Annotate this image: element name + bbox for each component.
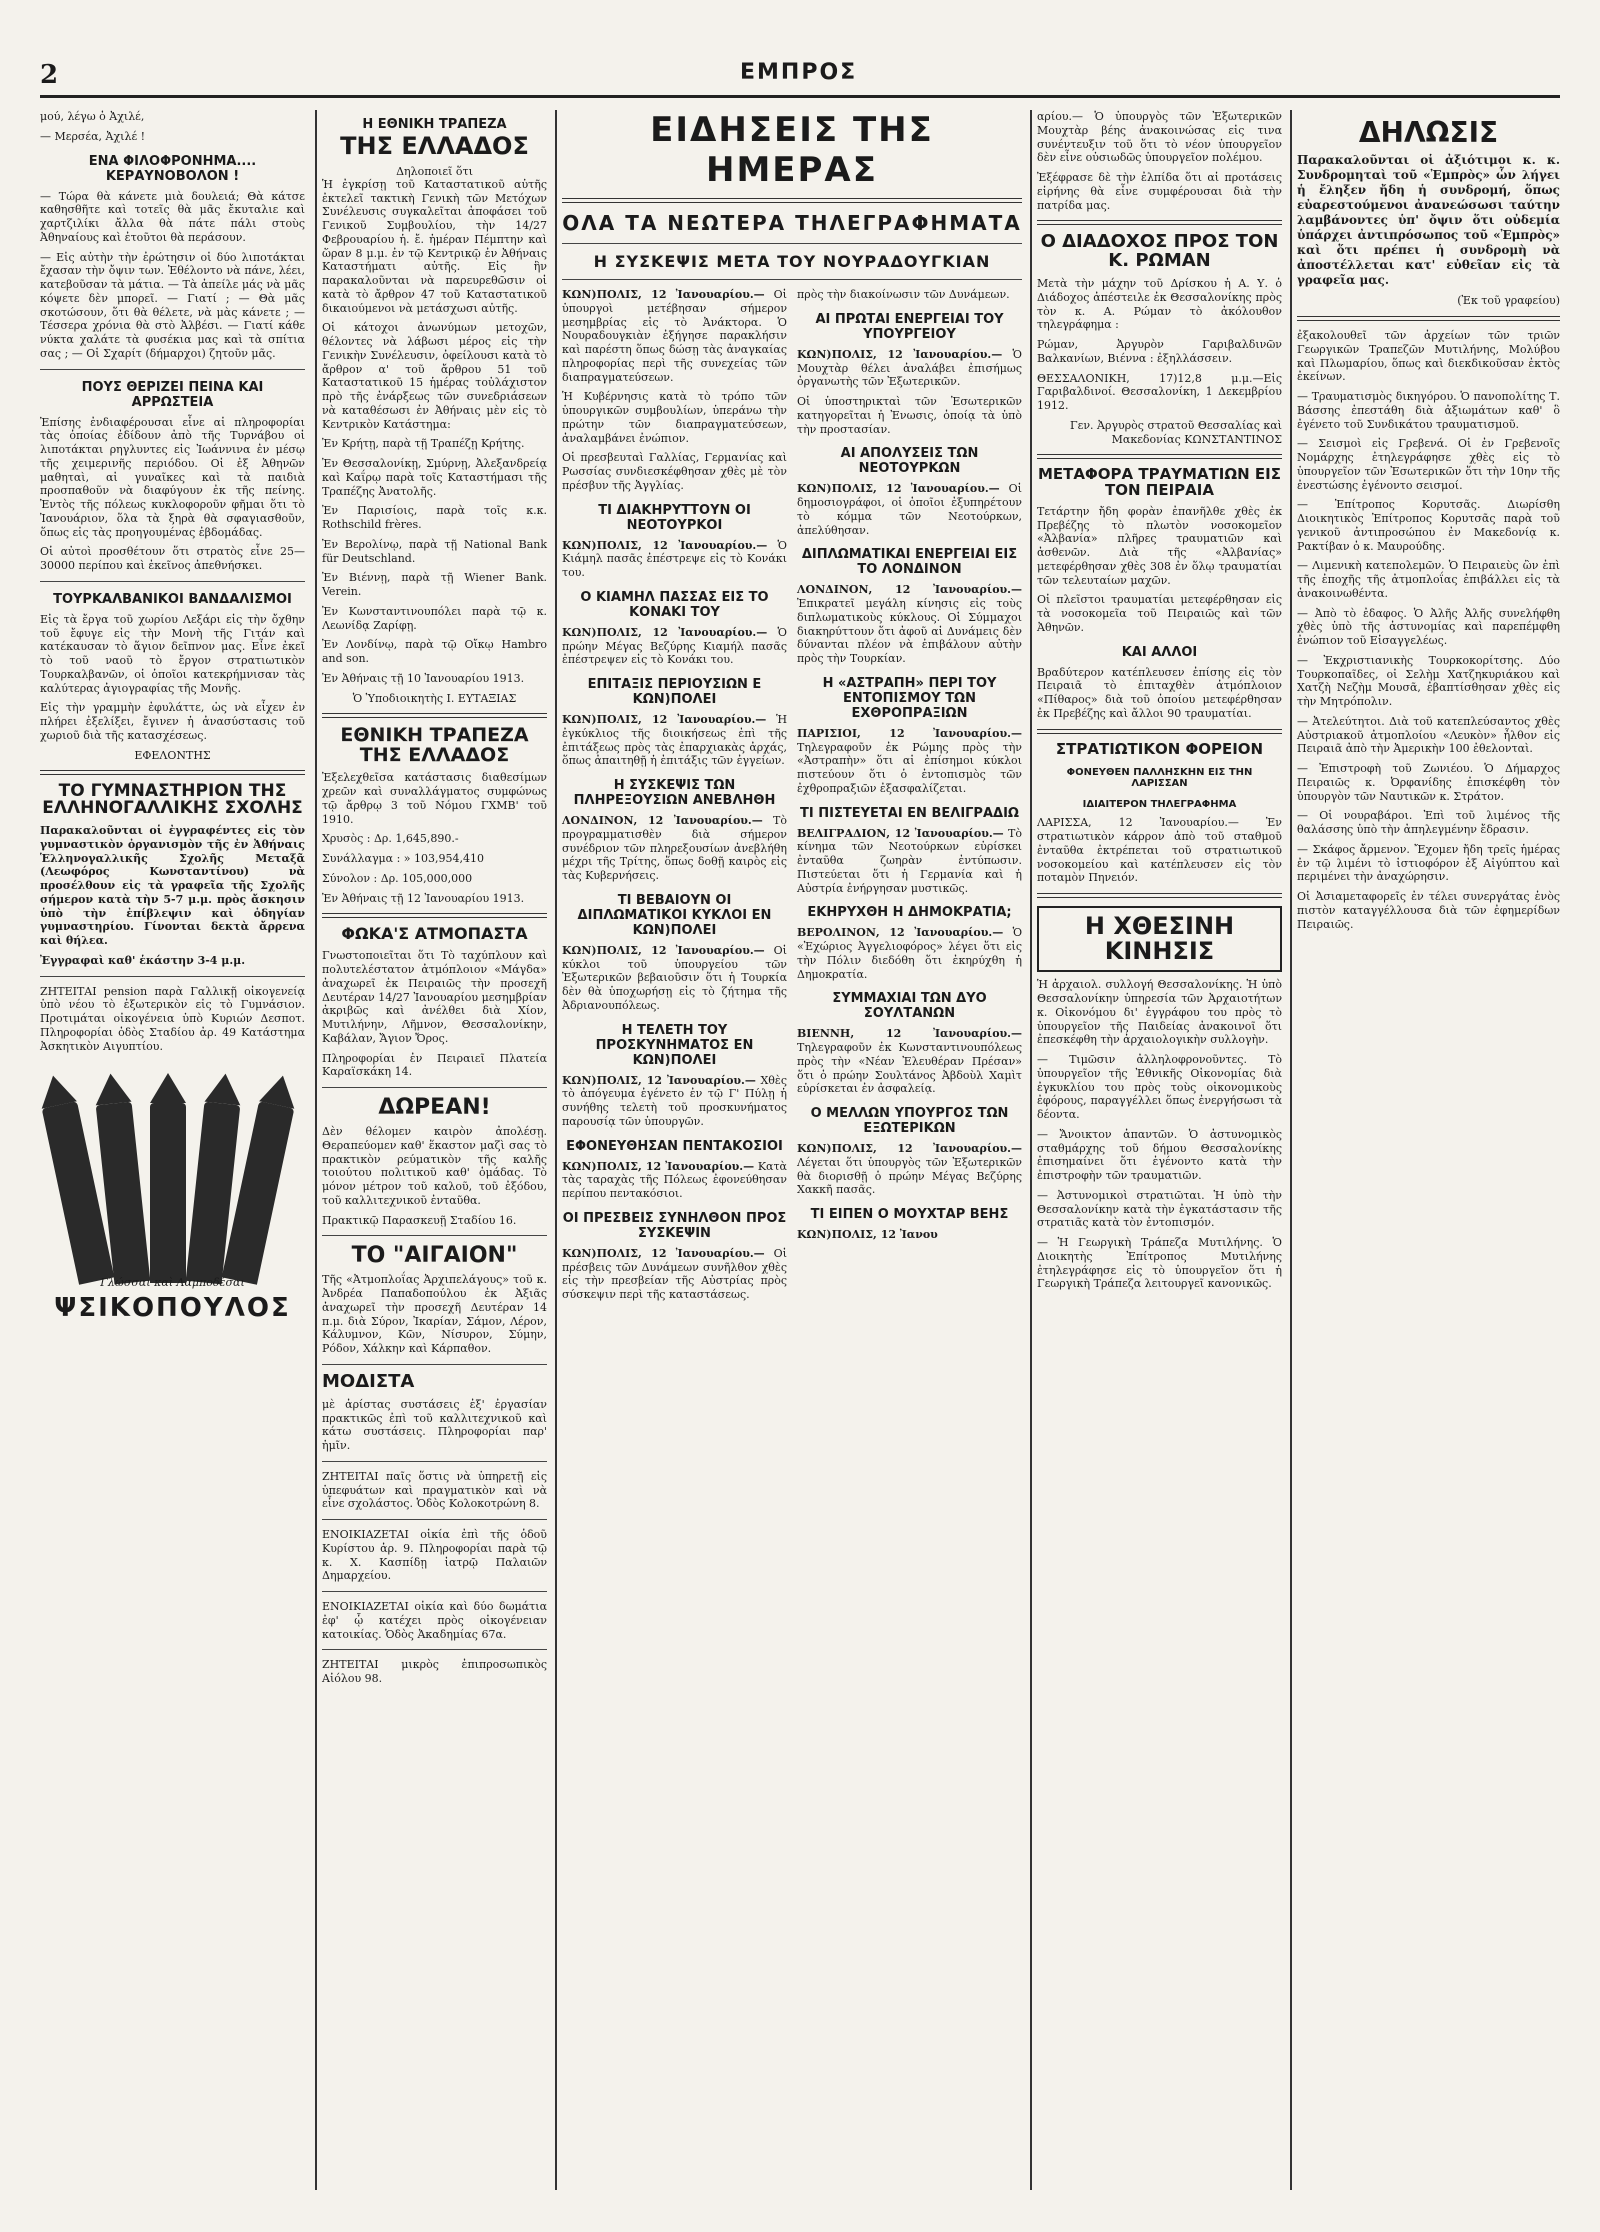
news-item [562,626,787,667]
article-paragraph: Εἰς τὴν γραμμὴν ἐφυλάττε, ὡς νὰ εἶχεν ἐν πλήρει ἐξελίξει, ἔγινεν ἡ ἀνασύστασις τοῦ χωριοῦ διὰ τῆς κατασχέσεως. [40,701,305,742]
news-item [797,1142,1022,1197]
news-dateline: ΒΕΛΙΓΡΑΔΙΟΝ, 12 Ἰανουαρίου.— [797,826,1004,840]
news-heading: ΤΙ ΒΕΒΑΙΟΥΝ ΟΙ ΔΙΠΛΩΜΑΤΙΚΟΙ ΚΥΚΛΟΙ ΕΝ ΚΩΝ)ΠΟΛΕΙ [577,892,772,938]
separator [322,913,547,918]
news-dateline: ΛΟΝΔΙΝΟΝ, 12 Ἰανουαρίου.— [797,583,1022,597]
news-item [562,451,787,492]
news-item [562,1074,787,1129]
bank-stat: Σύνολον : Δρ. 105,000,000 [322,871,473,885]
article-paragraph: Ἐπίσης ἐνδιαφέρουσαι εἶνε αἱ πληροφορίαι τὰς ὁποίας ἐδίδουν ἀπὸ τῆς Τυρνάβου οἱ λιποτάκται ρηγλυντες εἰς Ἰωάννινα ἐν μέσῳ τῆς χειμερινῆς περιόδου. Οἱ ἐξ Ἀθηνῶν μαθηταὶ, αἱ γυναῖκες καὶ τὰ παιδιὰ προσπαθοῦν νὰ διαφύγουν ἐκ τῆς πείνης. Ἐντὸς τῆς πόλεως κυκλοφοροῦν φῆμαι ὅτι τὸ Ἰανουάριον, ὅλα τὰ ξηρὰ θὰ σφαγιασθοῦν, ὅπως εἰς τὰς προηγουμένας ἐβδομάδας. [40,415,305,539]
article-heading: Η ΧΘΕΣΙΝΗ ΚΙΝΗΣΙΣ [1037,906,1282,972]
news-item [797,727,1022,796]
article-heading: ΕΝΑ ΦΙΛΟΦΡΟΝΗΜΑ.... ΚΕΡΑΥΝΟΒΟΛΟΝ ! [88,153,257,184]
ad-paragraph: μὲ ἀρίστας συστάσεις ἐξ' ἐργασίαν πρακτικῶς ἐπὶ τοῦ καλλιτεχνικοῦ καὶ κάτω συστάσεις. Πληροφορίαι παρ' ἡμῖν. [322,1397,547,1453]
news-dateline: ΚΩΝ)ΠΟΛΙΣ, 12 Ἰανουαρίου.— [562,538,768,552]
article-paragraph: Μετὰ τὴν μάχην τοῦ Δρίσκου ἡ Α. Υ. ὁ Διάδοχος ἀπέστειλε ἐκ Θεσσαλονίκης πρὸς τὸν κ. Α. Ρώμαν τὸ ἀκόλουθον τηλεγράφημα : [1037,277,1282,332]
masthead: ΕΜΠΡΟΣ [740,60,858,85]
news-heading: ΕΦΟΝΕΥΘΗΣΑΝ ΠΕΝΤΑΚΟΣΙΟΙ [566,1138,783,1154]
bank-place: Ἐν Βιέννῃ, παρὰ τῇ Wiener Bank. Verein. [322,571,547,599]
news-heading: ΕΚΗΡΥΧΘΗ Η ΔΗΜΟΚΡΑΤΙΑ; [807,905,1012,921]
pencil-icon [150,1103,186,1283]
column-divider [1030,110,1032,2190]
main-column-a [562,288,787,1308]
article-paragraph: — Ἄνοικτον ἀπαντῶν. Ὁ ἀστυνομικὸς σταθμάρχης τοῦ δήμου Θεσσαλονίκης ἐπισημαίνει ὅτι ἐγένοντο κατὰ τὴν ἐπιστροφὴν τῶν τραυματιῶν. [1037,1127,1282,1183]
page-number: 2 [40,60,59,90]
separator [322,1591,547,1592]
news-item [797,827,1022,896]
news-text: Ὁ «Ἐχώριος Ἀγγελιοφόρος» λέγει ὅτι εἰς τὴν Πόλιν διεδόθη ὅτι ἐκηρύχθη ἡ Δημοκρατία. [797,926,1023,981]
news-heading: ΤΙ ΔΙΑΚΗΡΥΤΤΟΥΝ ΟΙ ΝΕΟΤΟΥΡΚΟΙ [598,502,751,533]
column-2 [322,110,547,1692]
article-paragraph: — Ἀπὸ τὸ ἐδαφος. Ὁ Ἀλῆς Ἀλῆς συνελήφθη χθὲς ὑπὸ τῆς ἀστυνομίας καὶ παρεπέμφθη ἐνώπιον τοῦ Εἰσαγγελέως. [1297,606,1560,648]
news-dateline: ΒΙΕΝΝΗ, 12 Ἰανουαρίου.— [797,1027,1022,1041]
news-item [562,288,787,384]
article-paragraph: — Ἡ Γεωργικὴ Τράπεζα Μυτιλήνης. Ὁ Διοικητὴς Ἐπίτροπος Μυτιλήνης ἐτηλεγράφησε εἰς τὸ ὑπουργεῖον ὅτι ἡ Γεωργικὴ Τράπεζα λειτουργεῖ κανονικῶς. [1037,1236,1282,1291]
news-text: Τηλεγραφοῦν ἐκ Ρώμης πρὸς τὴν «Ἀστραπὴν» ὅτι αἱ ἐπίσημοι κύκλοι πιστεύουν ὅτι ὁ ἐντοπισμὸς τῶν ἐχθροπραξιῶν ἐξασφαλίζεται. [797,740,1022,795]
news-text: Ὁ πρώην Μέγας Βεζύρης Κιαμήλ πασᾶς ἐπέστρεψεν εἰς τὸ Κονάκι του. [562,625,787,667]
page-header [40,60,1560,90]
bank-intro: Δηλοποιεῖ ὅτι [396,164,473,178]
news-text: Οἱ κύκλοι τοῦ ὑπουργείου τῶν Ἐξωτερικῶν βεβαιοῦσιν ὅτι ἡ Τουρκία δὲν θὰ ὑποχωρήσῃ εἰς τὸ ζήτημα τῆς Ἀδριανουπόλεως. [562,943,787,1012]
news-item [797,482,1022,537]
news-dateline: ΚΩΝ)ΠΟΛΙΣ, 12 Ἰανουαρίου.— [562,1073,756,1087]
news-item [562,944,787,1013]
pencil-advertisement [40,1063,305,1323]
bank-place: Ἐν Θεσσαλονίκῃ, Σμύρνῃ, Ἀλεξανδρείᾳ καὶ Καΐρῳ παρὰ τοῖς Καταστήμασι τῆς Τραπέζης Ἀνατολῆς. [322,457,547,498]
main-lead: Η ΣΥΣΚΕΨΙΣ ΜΕΤΑ ΤΟΥ ΝΟΥΡΑΔΟΥΓΚΙΑΝ [593,252,991,271]
article-signature: Γεν. Ἀργυρὸς στρατοῦ Θεσσαλίας καὶ Μακεδονίας ΚΩΝΣΤΑΝΤΙΝΟΣ [1070,418,1282,446]
main-columns [562,288,1022,1308]
news-item [562,814,787,883]
ad-paragraph: Πληροφορίαι ἐν Πειραιεῖ Πλατεία Καραϊσκάκη 14. [322,1051,547,1079]
article-heading: ΤΟΥΡΚΑΛΒΑΝΙΚΟΙ ΒΑΝΔΑΛΙΣΜΟΙ [53,591,292,607]
news-item [797,395,1022,436]
article-paragraph: Ἐγγραφαὶ καθ' ἑκάστην 3-4 μ.μ. [40,953,246,967]
news-item [797,926,1022,981]
news-item [797,348,1022,389]
ad-heading: ΔΩΡΕΑΝ! [378,1095,491,1120]
bank-stat: Χρυσὸς : Δρ. 1,645,890.- [322,832,459,846]
separator [322,713,547,718]
news-heading: Ο ΜΕΛΛΩΝ ΥΠΟΥΡΓΟΣ ΤΩΝ ΕΞΩΤΕΡΙΚΩΝ [810,1106,1009,1136]
separator [322,1364,547,1365]
article-paragraph: — Οἱ νουραβάροι. Ἐπὶ τοῦ λιμένος τῆς θαλάσσης ὑπὸ τὴν ἀπηλεγμένην ἔδρασιν. [1297,809,1560,837]
news-text: πρὸς τὴν διακοίνωσιν τῶν Δυνάμεων. [797,288,1010,301]
separator [562,279,1022,280]
news-text: Ὁ Κιάμηλ πασᾶς ἐπέστρεψε εἰς τὸ Κονάκι του. [562,538,787,579]
news-dateline: ΚΩΝ)ΠΟΛΙΣ, 12 Ἰανουαρίου.— [797,1142,1022,1155]
news-heading: Η ΣΥΣΚΕΨΙΣ ΤΩΝ ΠΛΗΡΕΞΟΥΣΙΩΝ ΑΝΕΒΛΗΘΗ [573,778,776,808]
article-subheading: ΦΟΝΕΥΘΕΝ ΠΑΛΛΗΣΚΗΝ ΕΙΣ ΤΗΝ ΛΑΡΙΣΣΑΝ [1066,767,1253,790]
news-item [797,1228,1022,1242]
article-paragraph: — Σκάφος ἄρμενον. Ἔχομεν ἤδη τρεῖς ἡμέρας ἐν τῷ λιμένι τὸ ἱστιοφόρον ἐξ Αἰγύπτου καὶ περιμένει τὴν ἀναχώρησιν. [1297,842,1560,884]
article-paragraph: — Ἐκχριστιανικὴς Τουρκοκορίτσης. Δύο Τουρκοπαῖδες, οἱ Σελὴμ Χατζηκυριάκου καὶ Χατζὴ Νεζὴμ Μουσᾶ, ἐβαπτίσθησαν χθὲς εἰς τὴν Μητρόπολιν. [1297,653,1560,709]
news-text: Λέγεται ὅτι ὑπουργὸς τῶν Ἐξωτερικῶν θὰ διορισθῇ ὁ πρώην Μέγας Βεζύρης Χακκῆ πασᾶς. [797,1155,1022,1197]
news-heading: Η ΤΕΛΕΤΗ ΤΟΥ ΠΡΟΣΚΥΝΗΜΑΤΟΣ ΕΝ ΚΩΝ)ΠΟΛΕΙ [595,1022,754,1068]
ad-caption: Γλώσσαι καὶ Λαμποδέσαι [100,1276,245,1290]
column-5 [1037,110,1282,1297]
article-paragraph: Εἰς τὰ ἔργα τοῦ χωρίου Λεξάρι εἰς τὴν ὄχθην τοῦ ἔφυγε εἰς τὴν Μονὴ τῆς Γιτάν καὶ κατέκαυσαν τὸ ἅγιον δεῖπνον μας. Εἶνε ἐκεῖ τὸ τοῦ ναοῦ τὸ ἔργον στρατιωτικὸν Τουρκαλβανῶν, οἱ ὁποῖοι κατεκρήμνισαν τὰς καλύτερας ἀγιογραφίας τῆς Μονῆς. [40,612,305,695]
news-item [562,390,787,445]
separator [40,976,305,977]
separator [322,1087,547,1088]
news-dateline: ΚΩΝ)ΠΟΛΙΣ, 12 Ἰανουαρίου.— [797,482,1000,496]
news-dateline: ΛΟΝΔΙΝΟΝ, 12 Ἰανουαρίου.— [562,814,763,827]
ad-heading: ΦΩΚΑ'Σ ΑΤΜΟΠΑΣΤΑ [341,924,528,944]
bank-heading: ΤΗΣ ΕΛΛΑΔΟΣ [340,131,529,160]
bank-paragraph: Ἐξελεχθεῖσα κατάστασις διαθεσίμων χρεῶν καὶ συναλλάγματος συμφώνως τῷ ἄρθρῳ 3 τοῦ Νόμου ΓΧΜΒ' τοῦ 1910. [322,771,547,826]
separator [322,1461,547,1462]
news-heading: ΑΙ ΑΠΟΛΥΣΕΙΣ ΤΩΝ ΝΕΟΤΟΥΡΚΩΝ [840,446,979,477]
article-heading: ΣΤΡΑΤΙΩΤΙΚΟΝ ΦΟΡΕΙΟΝ [1055,739,1264,758]
article-paragraph: Ἡ ἀρχαιολ. συλλογή Θεσσαλονίκης. Ἡ ὑπὸ Θεσσαλονίκην ὑπηρεσία τῶν Ἀρχαιοτήτων κ. Οἰκονόμου δι' ἐγγράφου του πρὸς τὸ ὑπουργεῖον τῆς Παιδείας ἀνακοινοῖ ὅτι ἐπεσκέφθη τὴν ἀρχαιολογικὴν συλλογὴν. [1037,978,1282,1047]
news-dateline: ΚΩΝ)ΠΟΛΙΣ, 12 Ἰανουαρίου.— [797,347,1003,361]
news-heading: ΤΙ ΕΙΠΕΝ Ο ΜΟΥΧΤΑΡ ΒΕΗΣ [810,1207,1009,1222]
bank-stat: Συνάλλαγμα : » 103,954,410 [322,852,485,866]
ad-heading: ΜΟΔΙΣΤΑ [322,1370,415,1392]
news-dateline: ΚΩΝ)ΠΟΛΙΣ, 12 Ἰανουαρίου.— [562,943,765,957]
top-line: — Μερσέα, Ἀχιλέ ! [40,129,146,143]
news-text: Χθὲς τὸ ἀπόγευμα ἐγένετο ἐν τῷ Γ' Πύλῃ ἡ συνήθης τελετὴ τοῦ προσκυνήματος παρουσίᾳ τῶν ὑπουργῶν. [562,1073,787,1128]
article-subheading: ΙΔΙΑΙΤΕΡΟΝ ΤΗΛΕΓΡΑΦΗΜΑ [1082,799,1237,811]
bank-date: Ἐν Ἀθήναις τῇ 10 Ἰανουαρίου 1913. [322,671,525,685]
news-text: Ἡ Κυβέρνησις κατὰ τὸ τρόπο τῶν ὑπουργικῶν συμβουλίων, ὑπεράνω τὴν πρώτην τῶν διαπραγματεύσεων, ἀναλαμβάνει ἐνώπιον. [562,390,787,445]
main-news [562,110,1022,1308]
article-paragraph: Ἐξέφρασε δὲ τὴν ἐλπίδα ὅτι αἱ προτάσεις εἰρήνης θὰ εἶνε συμφέρουσαι διὰ τὴν πατρίδα μας. [1037,171,1282,212]
article-paragraph: ΘΕΣΣΑΛΟΝΙΚΗ, 17)12,8 μ.μ.—Εἰς Γαριβαλδινοί. Θεσσαλονίκη, 1 Δεκεμβρίου 1912. [1037,371,1282,413]
news-item [797,1027,1022,1096]
article-paragraph: Οἱ αὐτοὶ προσθέτουν ὅτι στρατὸς εἶνε 25—30000 περίπου καὶ ἐκεῖνος ἀπεθνήσκει. [40,545,305,572]
main-title: ΕΙΔΗΣΕΙΣ ΤΗΣ ΗΜΕΡΑΣ [650,110,934,190]
column-1 [40,110,305,1323]
news-text: Οἱ δημοσιογράφοι, οἱ ὁποῖοι ἐξυπηρέτουν τὸ κόμμα τῶν Νεοτούρκων, ἀπελύθησαν. [797,482,1022,537]
news-text: Οἱ πρεσβευταὶ Γαλλίας, Γερμανίας καὶ Ρωσσίας συνδιεσκέφθησαν χθὲς μὲ τὸν πρέσβυν τῆς Ἀγγλίας. [562,451,787,492]
separator [1037,893,1282,898]
notice-signature: (Ἐκ τοῦ γραφείου) [1457,294,1560,308]
separator [322,1519,547,1520]
bank-heading: ΕΘΝΙΚΗ ΤΡΑΠΕΖΑ ΤΗΣ ΕΛΛΑΔΟΣ [340,723,529,766]
news-item [562,713,787,768]
article-paragraph: — Εἰς αὐτὴν τὴν ἐρώτησιν οἱ δύο λιποτάκται ἔχασαν τὴν ὄψιν των. Ἐθέλοντο νὰ πάνε, λέει, κατεβοῦσαν τὰ μάτια. — Τὰ ἀπείλε μάς νὰ μᾶς κόψετε δὲν μπορεῖ. — Γιατί ; — Θὰ μᾶς σκοτώσουν, ὅτι θὰ θέλετε, νὰ μὰς κάνετε ; — Τέσσερα χρόνια θὰ στὸ Ἀλβέσι. — Γιατί κάθε νύκτα χαλάτε τὰ φυσέκια μας καὶ τὰ σπίτια σας ; — Οἱ Σχαρίτ (δήμαρχοι) ζητοῦν μᾶς. [40,250,305,360]
separator [562,198,1022,203]
ad-heading: ΤΟ "ΑΙΓΑΙΟΝ" [351,1243,518,1269]
article-paragraph: — Ἐπιστροφὴ τοῦ Ζωνιέου. Ὁ Δήμαρχος Πειραιῶς κ. Ὀρφανίδης ἐπισκέφθη τὸν ὑπουργὸν τῶν Ναυτικῶν κ. Στράτον. [1297,762,1560,803]
article-paragraph: αρίου.— Ὁ ὑπουργὸς τῶν Ἐξωτερικῶν Μουχτὰρ βέης ἀνακοινώσας εἰς τινα συνέντευξιν τοῦ ὅτι τὸ νέον ὑπουργεῖον δὲν εἶνε οὐσιωδῶς ὑπουργεῖον πολέμου. [1037,110,1282,165]
separator [1037,729,1282,734]
news-text: Οἱ πρέσβεις τῶν Δυνάμεων συνῆλθον χθὲς εἰς τὴν πρεσβείαν τῆς Αὐστρίας πρὸς σύσκεψιν περὶ τῆς καταστάσεως. [562,1246,787,1301]
article-heading: ΠΟΥΣ ΘΕΡΙΖΕΙ ΠΕΙΝΑ ΚΑΙ ΑΡΡΩΣΤΕΙΑ [81,379,264,410]
bank-place: Ἐν Κρήτῃ, παρὰ τῇ Τραπέζῃ Κρήτης. [322,437,525,451]
news-item [562,1160,787,1201]
article-paragraph: — Ἀτελεύτητοι. Διὰ τοῦ κατεπλεύσαντος χθὲς Αὐστριακοῦ ἀτμοπλοίου «Λευκὸν» ἦλθον εἰς Πειραιᾶ ἀπὸ τὴν Ἀμερικὴν 100 ἐθελονταὶ. [1297,714,1560,756]
news-text: Ὁ Μουχτὰρ θέλει ἀναλάβει ἐπισήμως ὀργανωτὴς τῶν Ἐξωτερικῶν. [797,347,1022,389]
news-item [797,288,1022,302]
article-paragraph: ἐξακολουθεῖ τῶν ἀρχείων τῶν τριῶν Γεωργικῶν Τραπεζῶν Μυτιλήνης, Μολύβου καὶ Πλωμαρίου, ὅπως καὶ διεκδικοῦσαν ἐκτὸς ἐκείνων. [1297,329,1560,384]
bank-place: Ἐν Κωνσταντινουπόλει παρὰ τῷ κ. Λεωνίδᾳ Ζαρίφῃ. [322,604,547,632]
article-paragraph: — Ἐπίτροπος Κορυτσᾶς. Διωρίσθη Διοικητικὸς Ἐπίτροπος Κορυτσᾶς παρὰ τοῦ γενικοῦ ἀντιπροσώπου ἐν Μακεδονίᾳ κ. Ρακτίβαν ὁ κ. Μαυρούδης. [1297,498,1560,553]
article-paragraph: — Λιμενικὴ κατεπολεμῶν. Ὁ Πειραιεὺς ὢν ἐπὶ τῆς ἐποχῆς τῆς ἀτμοπλοΐας ἐπιβάλλει εἰς τὰ ἀνακοινωθέντα. [1297,559,1560,600]
news-text: Οἱ ὑποστηρικταὶ τῶν Ἐσωτερικῶν κατηγορεῖται ἡ Ἐνωσις, ὁποίᾳ τὰ ὑπὸ τὴν προστασίαν. [797,395,1022,436]
ad-paragraph: Γνωστοποιεῖται ὅτι Τὸ ταχύπλουν καὶ πολυτελέστατον ἀτμόπλοιον «Μάγδα» ἀναχωρεῖ ἐκ Πειραιῶς τὴν προσεχῆ Δευτέραν 14/27 Ἰανουαρίου μεσημβρίαν ἀκριβῶς καὶ ἀνέλθει διὰ Χίον, Μυτιλήνην, Λῆμνον, Θεσσαλονίκην, Καβάλαν, Ἄγιον Ὄρος. [322,949,547,1045]
notice-heading: ΔΗΛΩΣΙΣ [1358,116,1499,149]
news-dateline: ΚΩΝ)ΠΟΛΙΣ, 12 Ἰανου [797,1228,938,1241]
article-paragraph: Οἱ Ἀσιαμεταφορεῖς ἐν τέλει συνεργάτας ἑνὸς πιστὸν καταγγέλλουσα διὰ τῶν ἐφημερίδων Πειραιῶς. [1297,890,1560,931]
column-divider [1290,110,1292,2190]
article-paragraph: Παρακαλοῦνται οἱ ἐγγραφέντες εἰς τὸν γυμναστικὸν ὀργανισμὸν τῆς ἐν Ἀθήναις Ἑλληνογαλλικῆς Σχολῆς Μεταξᾶ (Λεωφόρος Κωνσταντίνου) νὰ προσέλθουν εἰς τὰ γραφεῖα τῆς Σχολῆς σήμερον κατὰ τὴν 5-7 μ.μ. πρὸς ἄσκησιν ὑπὸ τὴν ἐπίβλεψιν καὶ ὁδηγίαν γυμναστηρίου. Γίνονται δεκτὰ ἄρρενα καὶ θήλεα. [40,824,305,948]
article-paragraph: Ρώμαν, Ἀργυρὸν Γαριβαλδινῶν Βαλκανίων, Βιέννα : ἐξηλλάσσειν. [1037,338,1282,365]
news-item [797,583,1022,666]
bank-place: Ἐν Παρισίοις, παρὰ τοῖς κ.κ. Rothschild frères. [322,504,547,532]
news-heading: ΕΠΙΤΑΞΙΣ ΠΕΡΙΟΥΣΙΩΝ Ε ΚΩΝ)ΠΟΛΕΙ [587,677,762,707]
news-dateline: ΚΩΝ)ΠΟΛΙΣ, 12 Ἰανουαρίου.— [562,1246,765,1260]
article-heading: ΜΕΤΑΦΟΡΑ ΤΡΑΥΜΑΤΙΩΝ ΕΙΣ ΤΟΝ ΠΕΙΡΑΙΑ [1038,465,1281,500]
bank-place: Ἐν Λονδίνῳ, παρὰ τῷ Οἴκῳ Hambro and son. [322,638,547,666]
article-paragraph: ΛΑΡΙΣΣΑ, 12 Ἰανουαρίου.— Ἐν στρατιωτικὸν κάρρον ἀπὸ τοῦ σταθμοῦ ἐνταῦθα ἐκτρέπεται τοῦ στρατιωτικοῦ νοσοκομείου καὶ κατέπλευσεν εἰς τὸν ποταμὸν Πηνειόν. [1037,816,1282,885]
news-dateline: ΚΩΝ)ΠΟΛΙΣ, 12 Ἰανουαρίου.— [562,288,765,301]
classified-ad: ΖΗΤΕΙΤΑΙ pension παρὰ Γαλλικῇ οἰκογενείᾳ ὑπὸ νέου τὸ ἐξωτερικὸν εἰς τὸ Γυμνάσιον. Προτιμάται οἰκογένεια ὑπὸ Κυριών Δεσποτ. Πληροφορίαι ὁδὸς Σταδίου ἀρ. 49 Κατάστημα Ἀσκητικὸν Αιγυπτίου. [40,984,305,1053]
news-item [562,1247,787,1302]
separator [1297,316,1560,321]
separator [40,369,305,370]
article-paragraph: Οἱ πλεῖστοι τραυματίαι μετεφέρθησαν εἰς τὰ νοσοκομεῖα τοῦ Πειραιῶς καὶ τῶν Ἀθηνῶν. [1037,593,1282,634]
article-heading: ΤΟ ΓΥΜΝΑΣΤΗΡΙΟΝ ΤΗΣ ΕΛΛΗΝΟΓΑΛΛΙΚΗΣ ΣΧΟΛΗΣ [42,780,303,819]
news-text: Κατὰ τὰς ταραχὰς τῆς Πόλεως ἐφονεύθησαν περίπου πεντακόσιοι. [562,1159,787,1200]
classified-ad: ΕΝΟΙΚΙΑΖΕΤΑΙ οἰκία ἐπὶ τῆς ὁδοῦ Κυρίστου ἀρ. 9. Πληροφορίαι παρὰ τῷ κ. Χ. Κασπίδῃ ἰατρῷ Παλαιῶν Δημαρχείου. [322,1528,547,1583]
column-divider [555,110,557,2190]
article-paragraph: — Σεισμοὶ εἰς Γρεβενά. Οἱ ἐν Γρεβενοῖς Νομάρχης ἐτηλεγράφησε χθὲς εἰς τὸ ὑπουργεῖον τῶν Ἐσωτερικῶν ὅτι τὴν 10ην τῆς ἐνεστώσης ἐγένοντο σεισμοί. [1297,437,1560,492]
bank-signature: Ὁ Ὑποδιοικητὴς Ι. ΕΥΤΑΞΙΑΣ [352,691,517,705]
column-divider [315,110,317,2190]
separator [322,1235,547,1236]
bank-place: Ἐν Βερολίνῳ, παρὰ τῇ National Bank für Deutschland. [322,537,547,565]
news-dateline: ΚΩΝ)ΠΟΛΙΣ, 12 Ἰανουαρίου.— [562,713,767,726]
article-paragraph: — Τιμῶσιν ἀλληλοφρονοῦντες. Τὸ ὑπουργεῖον τῆς Ἐθνικῆς Οἰκονομίας διὰ ἐγκυκλίου του πρὸς τοὺς οἰκονομικοὺς ἐφόρους, παραγγέλλει ὅπως ἐνεργήσωσι τὰ δέοντα. [1037,1053,1282,1122]
news-heading: ΑΙ ΠΡΩΤΑΙ ΕΝΕΡΓΕΙΑΙ ΤΟΥ ΥΠΟΥΡΓΕΙΟΥ [815,311,1004,342]
news-dateline: ΠΑΡΙΣΙΟΙ, 12 Ἰανουαρίου.— [797,726,1022,740]
separator [322,1649,547,1650]
signoff: ΕΦΕΛΟΝΤΗΣ [134,748,211,762]
news-text: Οἱ ὑπουργοὶ μετέβησαν σήμερον μεσημβρίας εἰς τὸ Ἀνάκτορα. Ὁ Νουραδουγκιὰν ἐξήγησε παρακλήσιν καὶ παρέστη ὅπως δώσῃ τὰς ἀναγκαίας πληροφορίας περὶ τῆς συνεχείας τῶν διαπραγματεύσεων. [562,288,787,384]
news-text: Ἡ ἐγκύκλιος τῆς διοικήσεως ἐπὶ τῆς ἐπιτάξεως πρὸς τὰς ἐπαρχιακὰς ἀρχάς, ὅπως ἀπαιτηθῇ ἡ ἐπιτάξις τῶν ἐγγείων. [562,713,787,768]
main-subtitle: ΟΛΑ ΤΑ ΝΕΩΤΕΡΑ ΤΗΛΕΓΡΑΦΗΜΑΤΑ [562,211,1022,235]
news-dateline: ΒΕΡΟΛΙΝΟΝ, 12 Ἰανουαρίου.— [797,926,1004,940]
separator [40,770,305,775]
news-text: Ἐπικρατεῖ μεγάλη κίνησις εἰς τοὺς διπλωματικοὺς κύκλους. Οἱ Σύμμαχοι διακηρύττουν ὅτι ἀφοῦ αἱ Δυνάμεις δὲν δύνανται πλέον νὰ ἐπιβάλουν αὐτὴν πρὸς τὴν Τουρκίαν. [797,597,1022,665]
news-item [562,539,787,580]
article-paragraph: — Τώρα θὰ κάνετε μιὰ δουλειά; Θὰ κάτσε καθησθῆτε καὶ τοτεῖς θὰ μᾶς ἔκυταλιε καὶ χαρτζιλίκι ἄλλα θὰ πάτε πάλι στοὺς Ἀθηναίους καὶ ἐτοῦτοι θὰ περάσουν. [40,189,305,244]
news-text: Τὸ κίνημα τῶν Νεοτούρκων εὑρίσκει ἐνταῦθα ζωηρὰν ἐντύπωσιν. Πιστεύεται ὅτι ἡ Γερμανία καὶ ἡ Αὐστρία ἐνήργησαν μυστικῶς. [797,826,1023,895]
classified-ad: ΖΗΤΕΙΤΑΙ παῖς ὅστις νὰ ὑπηρετῇ εἰς ὑπεφυάτων καὶ πραγματικὸν καὶ νὰ εἶνε σχολάστος. Ὁδὸς Κολοκοτρώνη 8. [322,1469,547,1511]
ad-paragraph: Πρακτικῷ Παρασκευῇ Σταδίου 16. [322,1213,517,1227]
news-heading: ΤΙ ΠΙΣΤΕΥΕΤΑΙ ΕΝ ΒΕΛΙΓΡΑΔΙΩ [800,805,1019,821]
news-dateline: ΚΩΝ)ΠΟΛΙΣ, 12 Ἰανουαρίου.— [562,625,768,639]
news-dateline: ΚΩΝ)ΠΟΛΙΣ, 12 Ἰανουαρίου.— [562,1159,755,1173]
main-column-b [797,288,1022,1308]
article-paragraph: — Ἀστυνομικοὶ στρατιῶται. Ἡ ὑπὸ τὴν Θεσσαλονίκην κατὰ τὴν ἐγκατάστασιν τῆς στρατιᾶς κατὰ τὸν ἐντοπισμόν. [1037,1188,1282,1230]
ad-brand: ΨΣΙΚΟΠΟΥΛΟΣ [54,1293,291,1324]
classified-ad: ΖΗΤΕΙΤΑΙ μικρὸς ἐπιπροσωπικὸς Αἰόλου 98. [322,1658,547,1686]
ad-paragraph: Δὲν θέλομεν καιρὸν ἀπολέσῃ. Θεραπεύομεν καθ' ἕκαστον μαζὶ σας τὸ πρακτικὸν ρεύματικὸν τῆς καλῆς τοιούτου πολιτικοῦ καθ' ὁμάδας. Τὸ μόνον μέτρον τοῦ καλοῦ, τοῦ ἐξόδου, τοῦ καλλιτεχνικοῦ ἐνταῦθα. [322,1125,547,1207]
article-paragraph: — Τραυματισμὸς δικηγόρου. Ὁ πανοπολίτης Τ. Βάσσης ἐπεστάθη διὰ ἀξιωμάτων καθ' ὃ ἐγένετο τοῦ Συνδικάτου τραυματισμοῦ. [1297,390,1560,431]
bank-heading-small: Η ΕΘΝΙΚΗ ΤΡΑΠΕΖΑ [362,117,507,132]
top-line: μού, λέγω ὁ Ἀχιλέ, [40,110,145,123]
separator [1037,220,1282,225]
separator [562,243,1022,244]
separator [1037,454,1282,459]
news-heading: ΟΙ ΠΡΕΣΒΕΙΣ ΣΥΝΗΛΘΟΝ ΠΡΟΣ ΣΥΣΚΕΨΙΝ [562,1210,787,1241]
bank-paragraph: Οἱ κάτοχοι ἀνωνύμων μετοχῶν, θέλοντες νὰ λάβωσι μέρος εἰς τὴν Γενικὴν Συνέλευσιν, ὀφείλουσι κατὰ τὸ ἄρθρον α' τοῦ ἄρθρου 51 τοῦ Καταστατικοῦ 15 ἡμέρας τοὐλάχιστον πρὸ τῆς ἐνάρξεως τῶν συνεδριάσεων νὰ καταθέσωσι ἐν Ἀθήναις μὲν εἰς τὸ Κεντρικὸν Κατάστημα: [322,321,547,431]
header-rule [40,95,1560,98]
news-heading: ΔΙΠΛΩΜΑΤΙΚΑΙ ΕΝΕΡΓΕΙΑΙ ΕΙΣ ΤΟ ΛΟΝΔΙΝΟΝ [801,547,1018,578]
column-6 [1297,110,1560,937]
news-heading: Η «ΑΣΤΡΑΠΗ» ΠΕΡΙ ΤΟΥ ΕΝΤΟΠΙΣΜΟΥ ΤΩΝ ΕΧΘΡΟΠΡΑΞΙΩΝ [822,675,997,721]
article-heading: ΚΑΙ ΑΛΛΟΙ [1121,644,1198,660]
news-heading: ΣΥΜΜΑΧΙΑΙ ΤΩΝ ΔΥΟ ΣΟΥΛΤΑΝΩΝ [832,991,987,1022]
news-heading: Ο ΚΙΑΜΗΛ ΠΑΣΣΑΣ ΕΙΣ ΤΟ ΚΟΝΑΚΙ ΤΟΥ [580,589,769,620]
article-heading: Ο ΔΙΑΔΟΧΟΣ ΠΡΟΣ ΤΟΝ Κ. ΡΩΜΑΝ [1040,231,1279,272]
separator [40,581,305,582]
article-paragraph: Βραδύτερον κατέπλευσεν ἐπίσης εἰς τὸν Πειραιᾶ τὸ ἐπιταχθὲν ἀτμόπλοιον «Πίθαρος» διὰ τοῦ ὁποίου μετεφέρθησαν ἐκ Πρεβέζης καὶ ἄλλοι 90 τραυματίαι. [1037,665,1282,720]
news-text: Τὸ προγραμματισθὲν διὰ σήμερον συνέδριον τῶν πληρεξουσίων ἀνεβλήθη μέχρι τῆς Τρίτης, ὅπως δοθῇ καιρὸς εἰς τὰς Κυβερνήσεις. [562,814,787,882]
bank-date: Ἐν Ἀθήναις τῇ 12 Ἰανουαρίου 1913. [322,891,525,905]
notice-paragraph: Παρακαλοῦνται οἱ ἀξιότιμοι κ. κ. Συνδρομηταὶ τοῦ «Ἐμπρὸς» ὧν λήγει ἡ ἔληξεν ἤδη ἡ συνδρομή, ὅπως εὐαρεστούμενοι ἀνανεώσωσι ταύτην λαμβάνοντες ὑπ' ὄψιν ὅτι οὐδεμία ὑπάρχει ἀντιπρόσωπος τοῦ «Ἐμπρὸς» καὶ ὅτι πρέπει ἡ συνδρομὴ νὰ ἀποστέλλεται κατ' εὐθεῖαν εἰς τὰ γραφεῖα μας. [1297,153,1560,288]
ad-paragraph: Τῆς «Ἀτμοπλοΐας Ἀρχιπελάγους» τοῦ κ. Ἀνδρέα Παπαδοπούλου ἐκ Ἀξιᾶς ἀναχωρεῖ τὴν προσεχῆ Δευτέραν 14 π.μ. διὰ Σύρον, Ἰκαρίαν, Σάμον, Λέρον, Κάλυμνον, Κῶν, Νίσυρον, Σύμην, Ρόδον, Χάλκην καὶ Κάρπαθον. [322,1273,547,1356]
article-paragraph: Τετάρτην ἤδη φορὰν ἐπανῆλθε χθὲς ἐκ Πρεβέζης τὸ πλωτὸν νοσοκομεῖον «Ἀλβανία» πλῆρες τραυματιῶν καὶ ἀσθενῶν. Διὰ τῆς «Ἀλβανίας» μετεφέρθησαν χθὲς 308 ἐν ὅλῳ τραυματίαι τῶν τελευταίων μαχῶν. [1037,504,1282,587]
bank-paragraph: Ἡ ἐγκρίσῃ τοῦ Καταστατικοῦ αὐτῆς ἐκτελεῖ τακτικὴ Γενικὴ τῶν Μετόχων Συνέλευσις συγκαλεῖται ἀποφάσει τοῦ Γενικοῦ Συμβουλίου, τὴν 14/27 Φεβρουαρίου ἡ. ἔ. ἡμέραν Πέμπτην καὶ ὥραν 8 μ.μ. ἐν τῷ Κεντρικῷ ἐν Ἀθήναις Καταστήματι αὐτῆς. Εἰς ἣν παρακαλοῦνται νὰ παρευρεθῶσιν οἱ κατὰ τὸ ἄρθρον 47 τοῦ Καταστατικοῦ δικαιούμενοι νὰ μετάσχωσι αὐτῆς. [322,177,547,315]
classified-ad: ΕΝΟΙΚΙΑΖΕΤΑΙ οἰκία καὶ δύο δωμάτια ἐφ' ᾧ κατέχει πρὸς οἰκογένειαν κατοικίας. Ὁδὸς Ἀκαδημίας 67α. [322,1600,547,1641]
news-text: Τηλεγραφοῦν ἐκ Κωνσταντινουπόλεως πρὸς τὴν «Νέαν Ἐλευθέραν Πρέσαν» ὅτι ὁ πρώην Σουλτάνος Ἀβδοὺλ Χαμὶτ εὑρίσκεται ἐν ἀσφαλείᾳ. [797,1041,1022,1096]
